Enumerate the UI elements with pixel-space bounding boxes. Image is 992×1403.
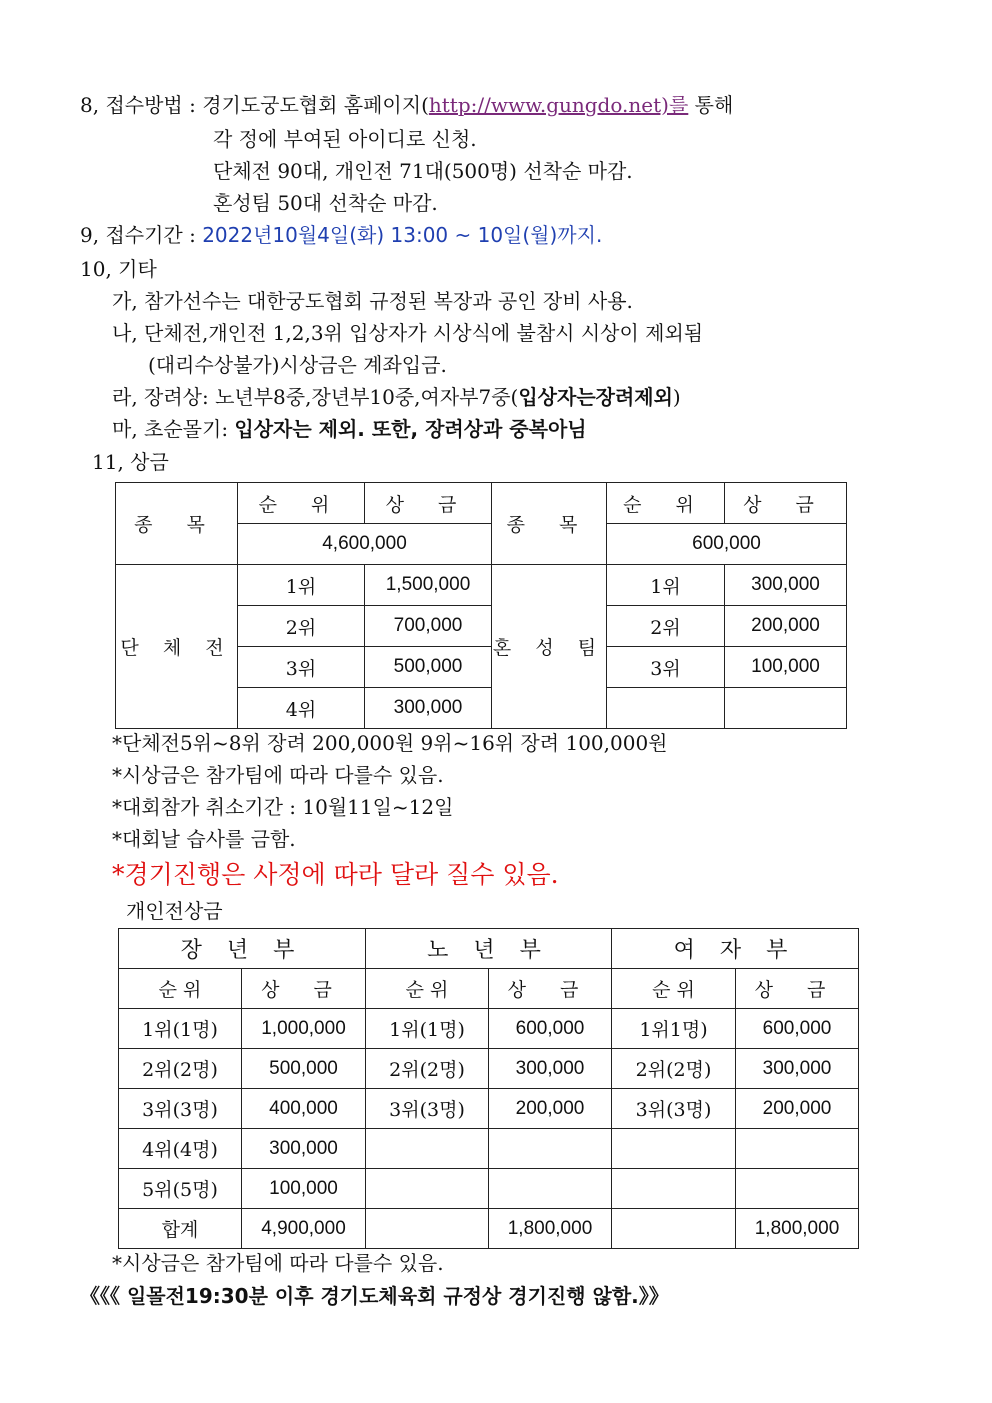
section9-line — [80, 222, 602, 248]
individual-prize-table — [118, 928, 859, 1249]
team-prize: 500,000 — [365, 647, 492, 688]
cell: 200,000 — [736, 1089, 859, 1129]
cell — [489, 1169, 612, 1209]
empty-cell — [607, 688, 725, 729]
team-rank: 2위 — [238, 606, 365, 647]
table-row — [119, 1169, 859, 1209]
cell: 1,800,000 — [489, 1209, 612, 1249]
cell: 500,000 — [242, 1049, 366, 1089]
section10-ra — [112, 384, 681, 410]
cell — [612, 1209, 736, 1249]
prize-header: 상 금 — [489, 969, 612, 1009]
team-rank: 3위 — [238, 647, 365, 688]
cell: 400,000 — [242, 1089, 366, 1129]
cell: 1,000,000 — [242, 1009, 366, 1049]
table-row — [119, 1009, 859, 1049]
team-prize: 1,500,000 — [365, 565, 492, 606]
cell: 300,000 — [489, 1049, 612, 1089]
team-total: 4,600,000 — [238, 524, 492, 565]
event-header: 종 목 — [116, 483, 238, 565]
cell — [612, 1169, 736, 1209]
cell: 1위1명) — [612, 1009, 736, 1049]
cell: 100,000 — [242, 1169, 366, 1209]
rank-header: 순 위 — [366, 969, 489, 1009]
section8-text: 경기도궁도협회 홈페이지( — [202, 93, 429, 117]
cell: 합계 — [119, 1209, 242, 1249]
cell: 3위(3명) — [612, 1089, 736, 1129]
cell — [612, 1129, 736, 1169]
registration-period: 2022년10월4일(화) 13:00 ~ 10일(월)까지. — [202, 223, 603, 247]
cell: 3위(3명) — [366, 1089, 489, 1129]
cell — [366, 1169, 489, 1209]
gungdo-homepage-link[interactable]: http://www.gungdo.net)를 — [428, 93, 689, 117]
cell: 5위(5명) — [119, 1169, 242, 1209]
mixed-rank: 3위 — [607, 647, 725, 688]
section10-label: 10, 기타 — [80, 257, 157, 281]
cell: 4위(4명) — [119, 1129, 242, 1169]
cell: 600,000 — [736, 1009, 859, 1049]
cell: 4,900,000 — [242, 1209, 366, 1249]
team-rank: 4위 — [238, 688, 365, 729]
ra-prefix: 라, 장려상: 노년부8중,장년부10중,여자부7중( — [112, 385, 519, 409]
cell — [736, 1129, 859, 1169]
section8-text-after: 통해 — [688, 93, 734, 117]
cell: 3위(3명) — [119, 1089, 242, 1129]
note-2: *시상금은 참가팀에 따라 다를수 있음. — [112, 763, 444, 787]
section8-line3: 단체전 90대, 개인전 71대(500명) 선착순 마감. — [213, 159, 633, 183]
table-row — [119, 1129, 859, 1169]
ma-bold: 입상자는 제외. 또한, 장려상과 중복아님 — [234, 417, 587, 441]
group-elder: 노 년 부 — [366, 929, 612, 969]
note-3: *대회참가 취소기간 : 10월11일~12일 — [112, 795, 454, 819]
rank-header: 순 위 — [119, 969, 242, 1009]
cell — [736, 1169, 859, 1209]
prize-header-2: 상 금 — [725, 483, 847, 524]
red-note: *경기진행은 사정에 따라 달라 질수 있음. — [112, 860, 559, 889]
section10-ma — [112, 416, 587, 442]
prize-header: 상 금 — [242, 969, 366, 1009]
cell: 300,000 — [736, 1049, 859, 1089]
cell: 1,800,000 — [736, 1209, 859, 1249]
mixed-rank: 2위 — [607, 606, 725, 647]
section8-line1 — [80, 92, 733, 118]
mixed-total: 600,000 — [607, 524, 847, 565]
team-prize: 300,000 — [365, 688, 492, 729]
cell: 2위(2명) — [612, 1049, 736, 1089]
individual-title: 개인전상금 — [126, 899, 223, 923]
mixed-prize: 100,000 — [725, 647, 847, 688]
rank-header: 순 위 — [612, 969, 736, 1009]
ma-prefix: 마, 초순몰기: — [112, 417, 235, 441]
section8-line4: 혼성팀 50대 선착순 마감. — [213, 191, 438, 215]
rank-header: 순 위 — [238, 483, 365, 524]
prize-header: 상 금 — [736, 969, 859, 1009]
table-row — [119, 1089, 859, 1129]
group-senior-adult: 장 년 부 — [119, 929, 366, 969]
mixed-prize: 300,000 — [725, 565, 847, 606]
table-row — [119, 1049, 859, 1089]
group-women: 여 자 부 — [612, 929, 859, 969]
note-4: *대회날 습사를 금함. — [112, 827, 296, 851]
table-row-total — [119, 1209, 859, 1249]
cell: 2위(2명) — [119, 1049, 242, 1089]
section8-label: 8, 접수방법 : — [80, 93, 203, 117]
note-1: *단체전5위~8위 장려 200,000원 9위~16위 장려 100,000원 — [112, 731, 668, 755]
ra-bold: 입상자는장려제외 — [518, 385, 673, 409]
cell: 2위(2명) — [366, 1049, 489, 1089]
ra-suffix: ) — [672, 385, 681, 409]
team-prize-table — [115, 482, 847, 729]
section10-ga: 가, 참가선수는 대한궁도협회 규정된 복장과 공인 장비 사용. — [112, 289, 633, 313]
cell: 1위(1명) — [119, 1009, 242, 1049]
cell: 300,000 — [242, 1129, 366, 1169]
section9-label: 9, 접수기간 : — [80, 223, 203, 247]
footer-notice: 《《《 일몰전19:30분 이후 경기도체육회 규정상 경기진행 않함.》》 — [80, 1284, 669, 1308]
mixed-rank: 1위 — [607, 565, 725, 606]
cell — [366, 1129, 489, 1169]
event-header-2: 종 목 — [492, 483, 607, 565]
empty-cell — [725, 688, 847, 729]
cell: 1위(1명) — [366, 1009, 489, 1049]
cell — [489, 1129, 612, 1169]
mixed-prize: 200,000 — [725, 606, 847, 647]
section10-na-1: 나, 단체전,개인전 1,2,3위 입상자가 시상식에 불참시 시상이 제외됨 — [112, 321, 704, 345]
cell: 600,000 — [489, 1009, 612, 1049]
prize-header: 상 금 — [365, 483, 492, 524]
team-prize: 700,000 — [365, 606, 492, 647]
rank-header-2: 순 위 — [607, 483, 725, 524]
cell: 200,000 — [489, 1089, 612, 1129]
individual-note: *시상금은 참가팀에 따라 다를수 있음. — [112, 1251, 444, 1275]
team-label: 단 체 전 — [116, 565, 238, 729]
section8-line2: 각 정에 부여된 아이디로 신청. — [213, 127, 477, 151]
section10-na-2: (대리수상불가)시상금은 계좌입금. — [148, 353, 447, 377]
mixed-label: 혼 성 팀 — [492, 565, 607, 729]
cell — [366, 1209, 489, 1249]
team-rank: 1위 — [238, 565, 365, 606]
section11-label: 11, 상금 — [92, 450, 169, 474]
